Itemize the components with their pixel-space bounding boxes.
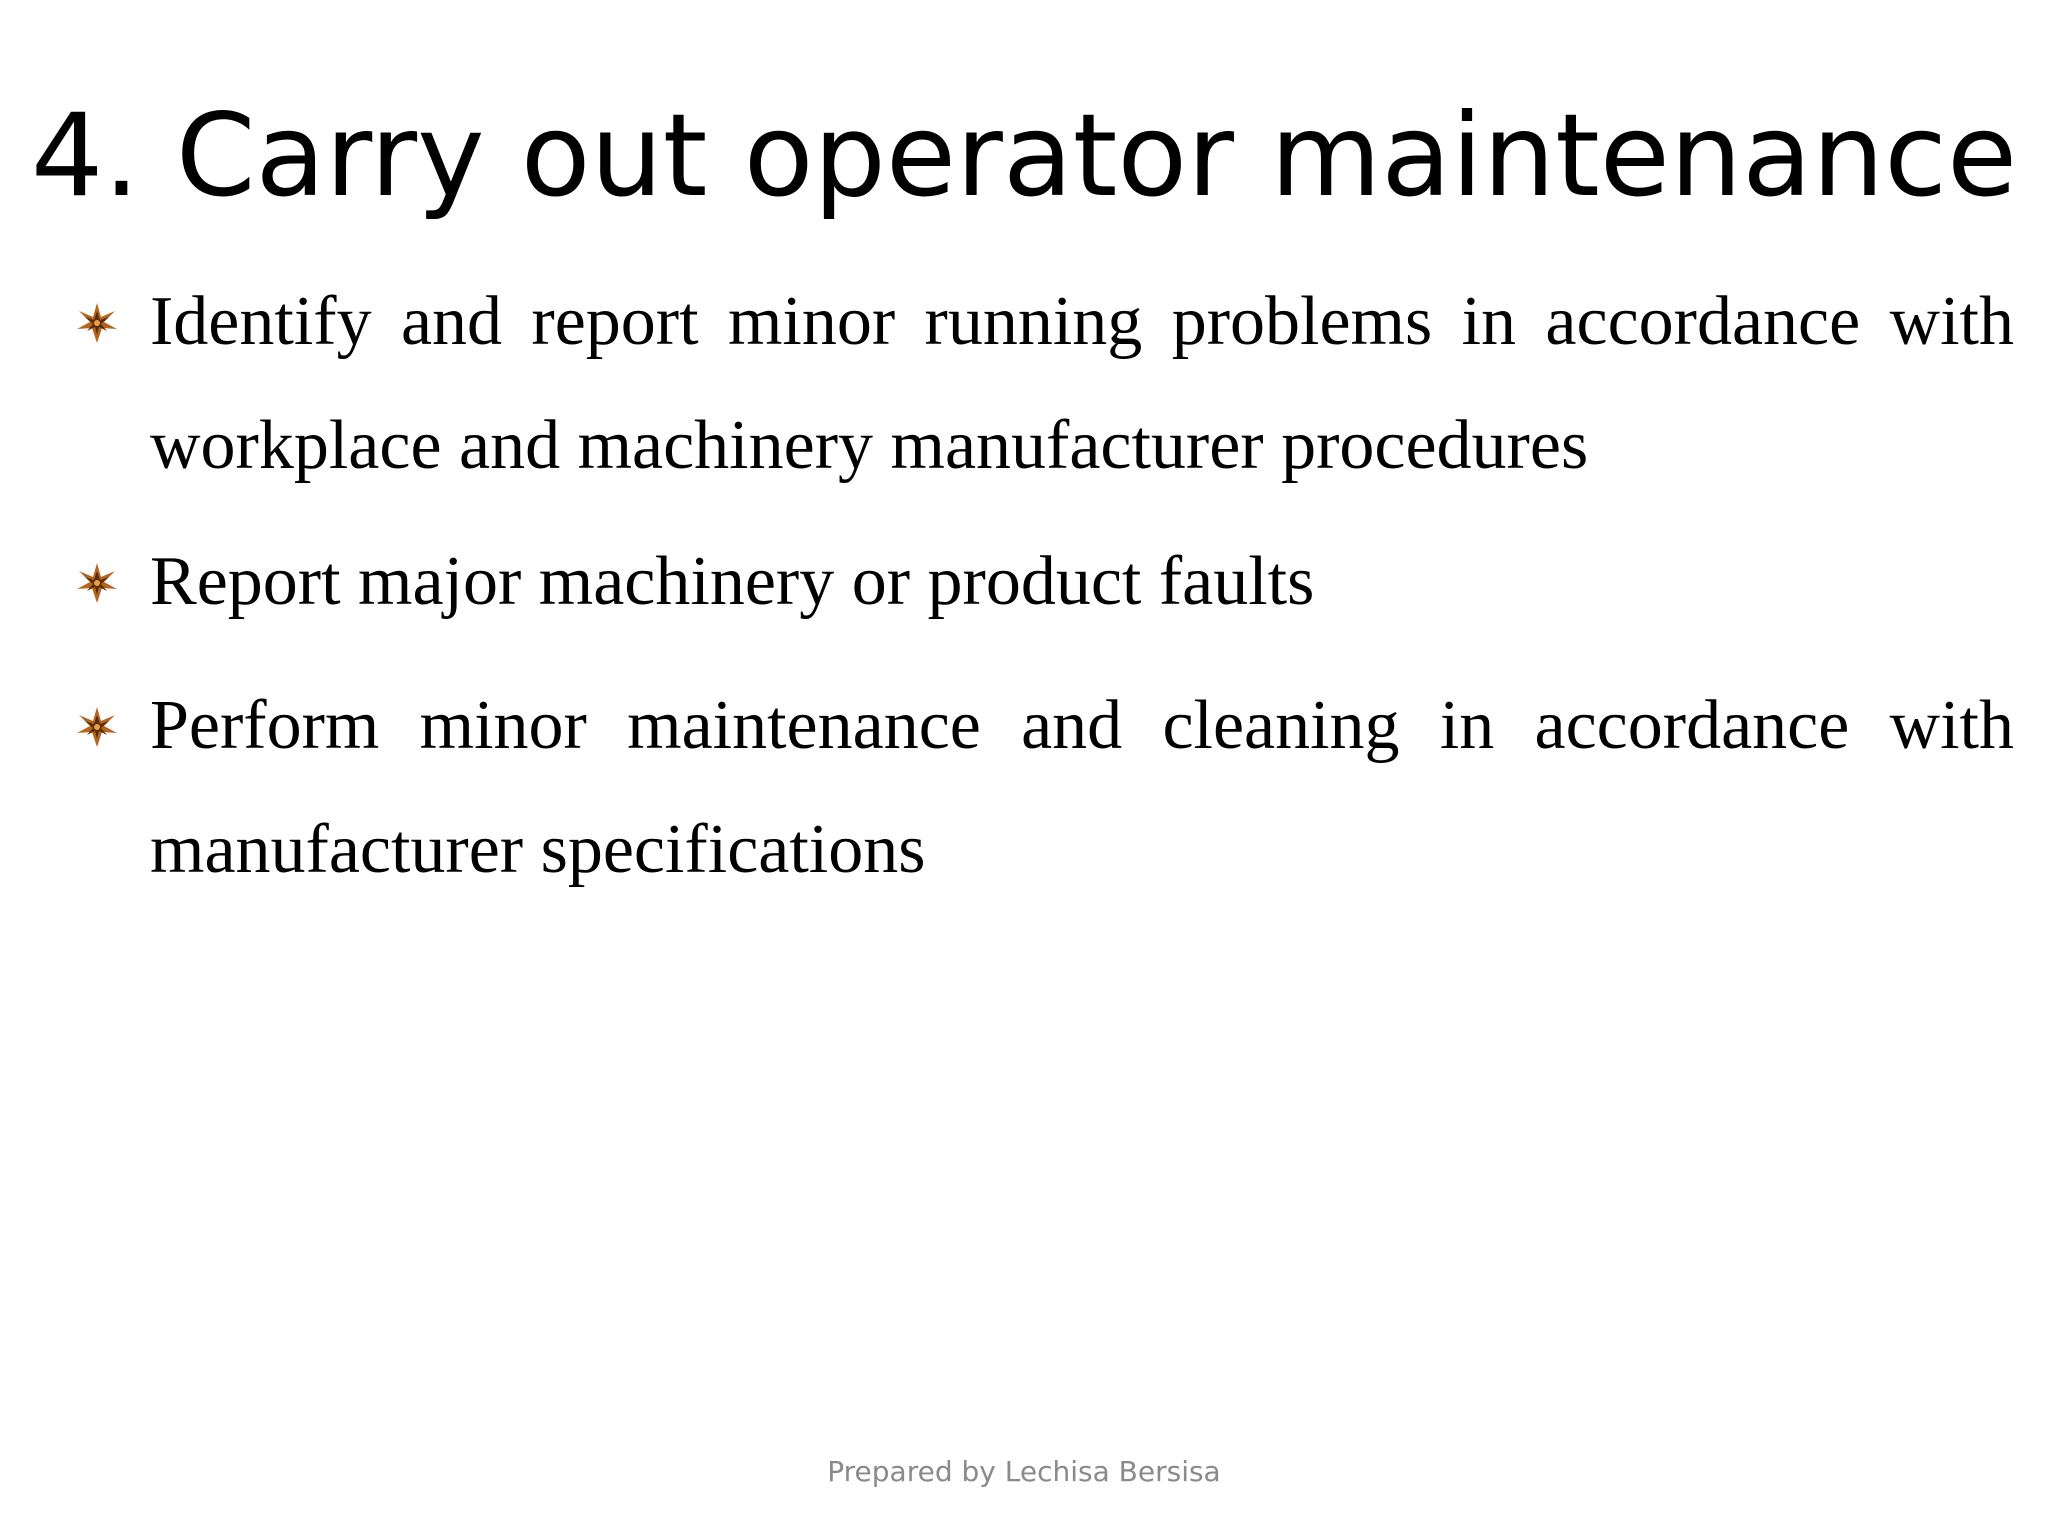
bullet-text: Perform minor maintenance and cleaning in accordance with manufacturer specifications <box>150 687 2014 888</box>
bullet-text: Identify and report minor running problems in accordance with workplace and machinery manufacturer procedures <box>150 283 2014 484</box>
star-burst-bullet-icon <box>74 300 120 346</box>
footer-credit: Prepared by Lechisa Bersisa <box>827 1455 1221 1488</box>
star-burst-bullet-icon <box>74 704 120 750</box>
slide-title: 4. Carry out operator maintenance <box>30 89 2018 222</box>
star-burst-bullet-icon <box>74 560 120 606</box>
bullet-text: Report major machinery or product faults <box>150 543 1315 620</box>
